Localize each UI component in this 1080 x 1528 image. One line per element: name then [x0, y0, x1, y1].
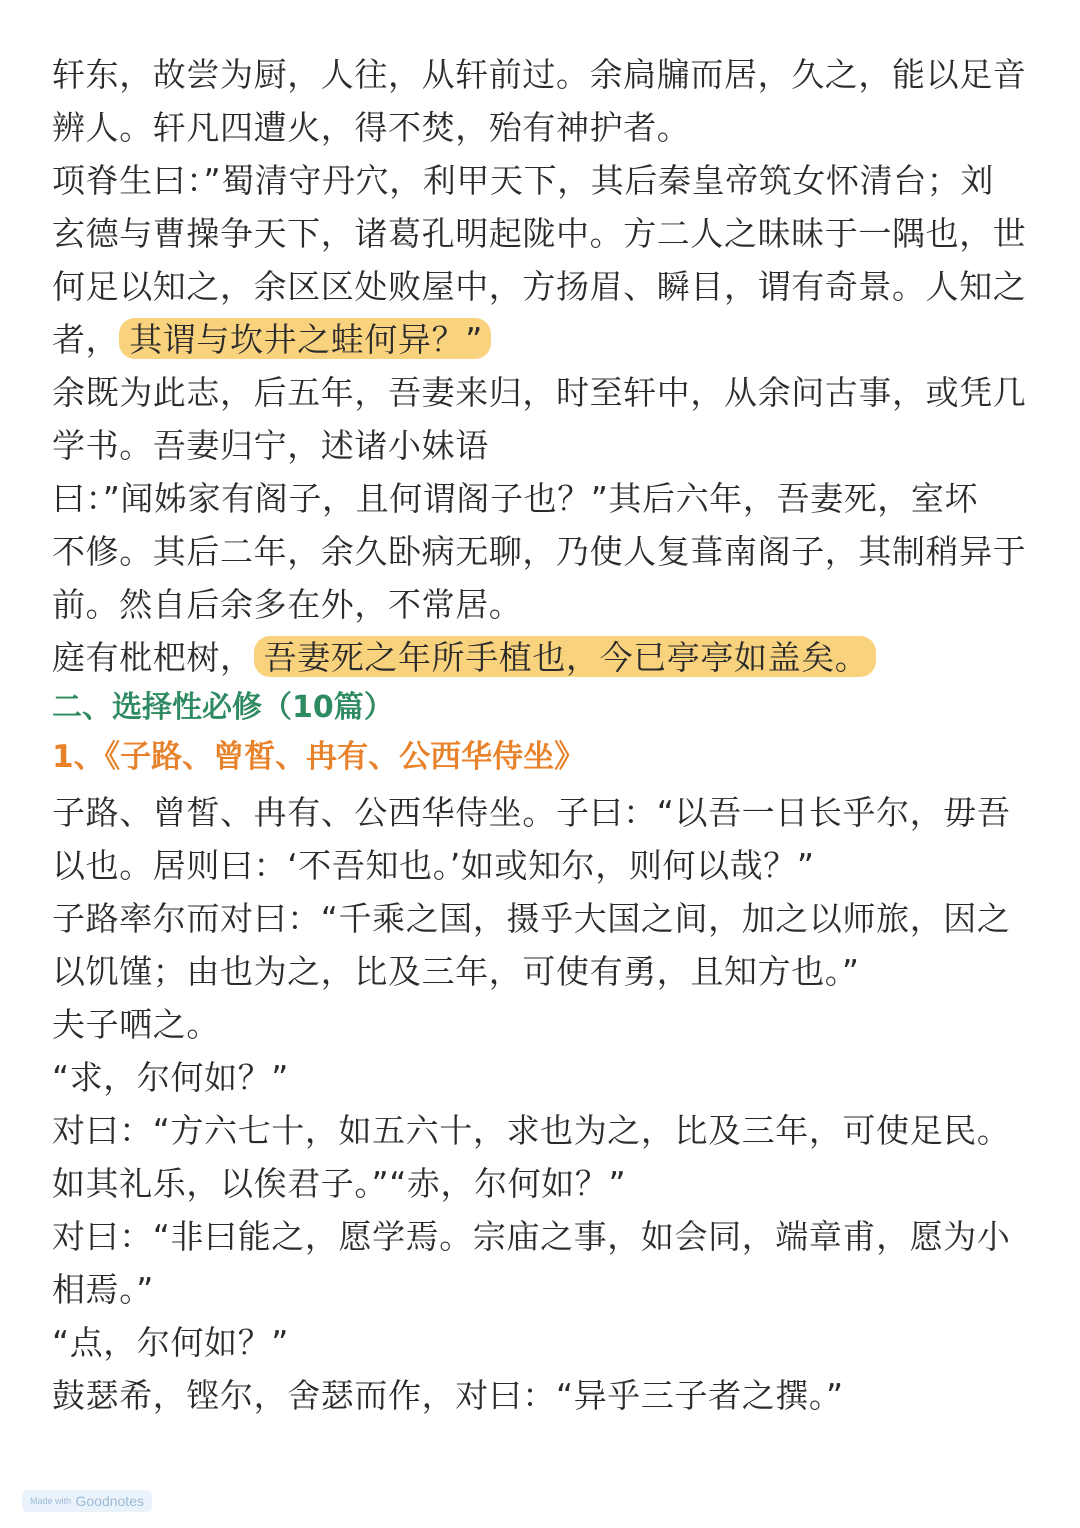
plain-text: 庭有枇杷树，	[52, 638, 254, 677]
plain-text: 者，	[52, 320, 120, 359]
text-line: 子路率尔而对曰：“千乘之国，摄乎大国之间，加之以师旅，因之	[52, 899, 1011, 938]
text-line: “求，尔何如？”	[52, 1058, 289, 1097]
goodnotes-watermark	[22, 1490, 152, 1512]
text-line: 对曰：“非曰能之，愿学焉。宗庙之事，如会同，端章甫，愿为小	[52, 1217, 1011, 1256]
document-page	[52, 48, 1036, 1422]
text-line: 学书。吾妻归宁，述诸小妹语	[52, 426, 489, 465]
text-line: 曰：”闻姊家有阁子，且何谓阁子也？”其后六年，吾妻死，室坏	[52, 479, 979, 518]
text-line: “点，尔何如？”	[52, 1323, 289, 1362]
text-line: 何足以知之，余区区处败屋中，方扬眉、瞬目，谓有奇景。人知之	[52, 267, 1027, 306]
text-line: 相焉。”	[52, 1270, 154, 1309]
text-line: 子路、曾皙、冉有、公西华侍坐。子曰：“以吾一日长乎尔，毋吾	[52, 793, 1011, 832]
text-line: 玄德与曹操争天下，诸葛孔明起陇中。方二人之昧昧于一隅也，世	[52, 214, 1027, 253]
article-title: 1、《子路、曾皙、冉有、公西华侍坐》	[52, 739, 586, 775]
text-line: 前。然自后余多在外，不常居。	[52, 585, 523, 624]
text-line: 辨人。轩凡四遭火，得不焚，殆有神护者。	[52, 108, 691, 147]
text-line: 以也。居则曰：‘不吾知也。’如或知尔，则何以哉？”	[52, 846, 815, 885]
text-line-with-highlight	[52, 631, 1036, 684]
watermark-brand: Goodnotes	[75, 1492, 144, 1509]
text-line: 如其礼乐，以俟君子。”“赤，尔何如？”	[52, 1164, 627, 1203]
text-line: 余既为此志，后五年，吾妻来归，时至轩中，从余问古事，或凭几	[52, 373, 1027, 412]
text-line-with-highlight	[52, 313, 1036, 366]
highlighted-text: 吾妻死之年所手植也，今已亭亭如盖矣。	[254, 636, 877, 677]
text-line: 不修。其后二年，余久卧病无聊，乃使人复葺南阁子，其制稍异于	[52, 532, 1027, 571]
highlighted-text: 其谓与坎井之蛙何异？”	[119, 318, 491, 359]
text-line: 以饥馑；由也为之，比及三年，可使有勇，且知方也。”	[52, 952, 860, 991]
watermark-made-with: Made with	[30, 1495, 72, 1506]
text-line: 对曰：“方六七十，如五六十，求也为之，比及三年，可使足民。	[52, 1111, 1011, 1150]
text-line: 鼓瑟希，铿尔，舍瑟而作，对曰：“异乎三子者之撰。”	[52, 1376, 844, 1415]
text-line: 项脊生曰：”蜀清守丹穴，利甲天下，其后秦皇帝筑女怀清台；刘	[52, 161, 994, 200]
section-heading: 二、选择性必修（10篇）	[52, 690, 394, 725]
text-line: 夫子哂之。	[52, 1005, 220, 1044]
text-line: 轩东，故尝为厨，人往，从轩前过。余扃牖而居，久之，能以足音	[52, 55, 1027, 94]
